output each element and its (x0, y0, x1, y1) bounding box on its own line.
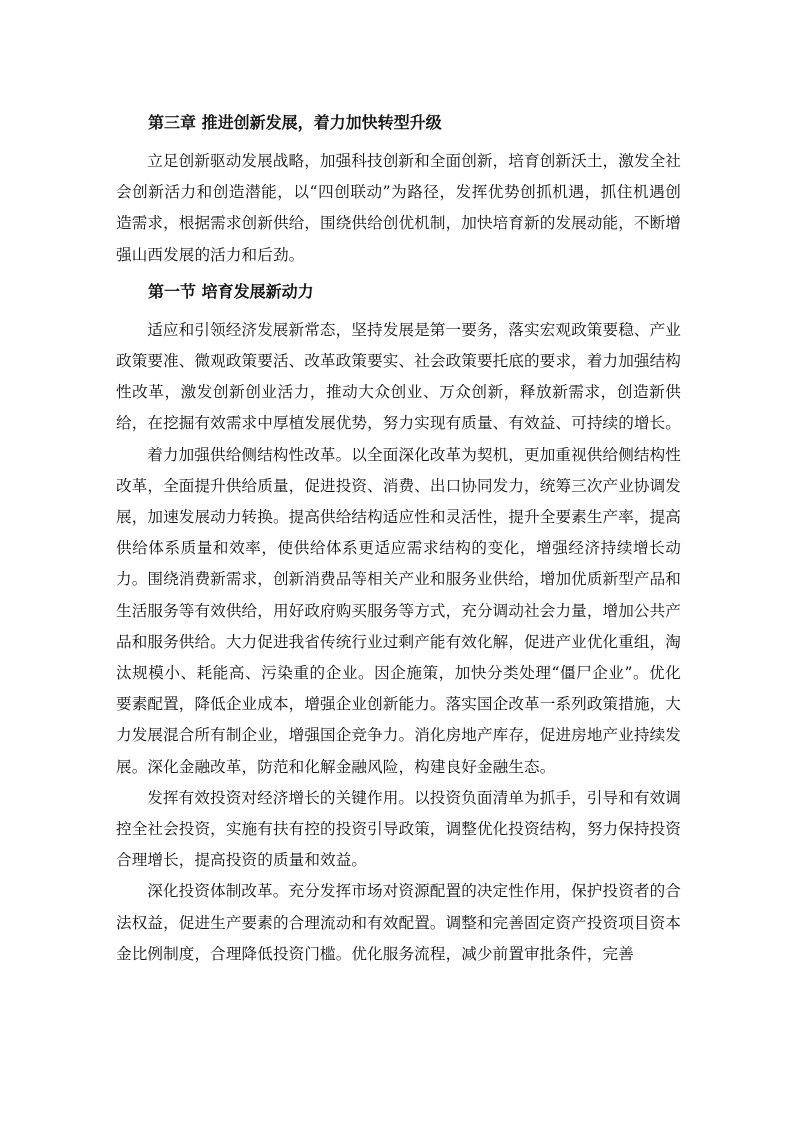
section-paragraph: 发挥有效投资对经济增长的关键作用。以投资负面清单为抓手，引导和有效调控全社会投资，实施有扶有控的投资引导政策，调整优化投资结构，努力保持投资合理增长，提高投资的质量和效益。 (116, 788, 681, 870)
chapter-heading: 第三章 推进创新发展，着力加快转型升级 (148, 113, 442, 132)
chapter-intro-paragraph: 立足创新驱动发展战略，加强科技创新和全面创新，培育创新沃土，激发全社会创新活力和创造潜能，以“四创联动”为路径，发挥优势创抓机遇，抓住机遇创造需求，根据需求创新供给，围绕供给创优机制，加快培育新的发展动能，不断增强山西发展的活力和后劲。 (116, 152, 681, 264)
section-paragraph: 深化投资体制改革。充分发挥市场对资源配置的决定性作用，保护投资者的合法权益，促进生产要素的合理流动和有效配置。调整和完善固定资产投资项目资本金比例制度，合理降低投资门槛。优化服务流程，减少前置审批条件，完善 (116, 882, 681, 963)
section-paragraph: 着力加强供给侧结构性改革。以全面深化改革为契机，更加重视供给侧结构性改革，全面提升供给质量，促进投资、消费、出口协同发力，统筹三次产业协调发展，加速发展动力转换。提高供给结构适应性和灵活性，提升全要素生产率，提高供给体系质量和效率，使供给体系更适应需求结构的变化，增强经济持续增长动力。围绕消费新需求，创新消费品等相关产业和服务业供给，增加优质新型产品和生活服务等有效供给，用好政府购买服务等方式，充分调动社会力量，增加公共产品和服务供给。大力促进我省传统行业过剩产能有效化解，促进产业优化重组，淘汰规模小、耗能高、污染重的企业。因企施策，加快分类处理“僵尸企业”。优化要素配置，降低企业成本，增强企业创新能力。落实国企改革一系列政策措施，大力发展混合所有制企业，增强国企竞争力。消化房地产库存，促进房地产业持续发展。深化金融改革，防范和化解金融风险，构建良好金融生态。 (116, 445, 681, 776)
document-body (116, 104, 681, 970)
section-paragraph: 适应和引领经济发展新常态，坚持发展是第一要务，落实宏观政策要稳、产业政策要准、微观政策要活、改革政策要实、社会政策要托底的要求，着力加强结构性改革，激发创新创业活力，推动大众创业、万众创新，释放新需求，创造新供给，在挖掘有效需求中厚植发展优势，努力实现有质量、有效益、可持续的增长。 (116, 320, 681, 433)
section-heading: 第一节 培育发展新动力 (148, 281, 314, 301)
